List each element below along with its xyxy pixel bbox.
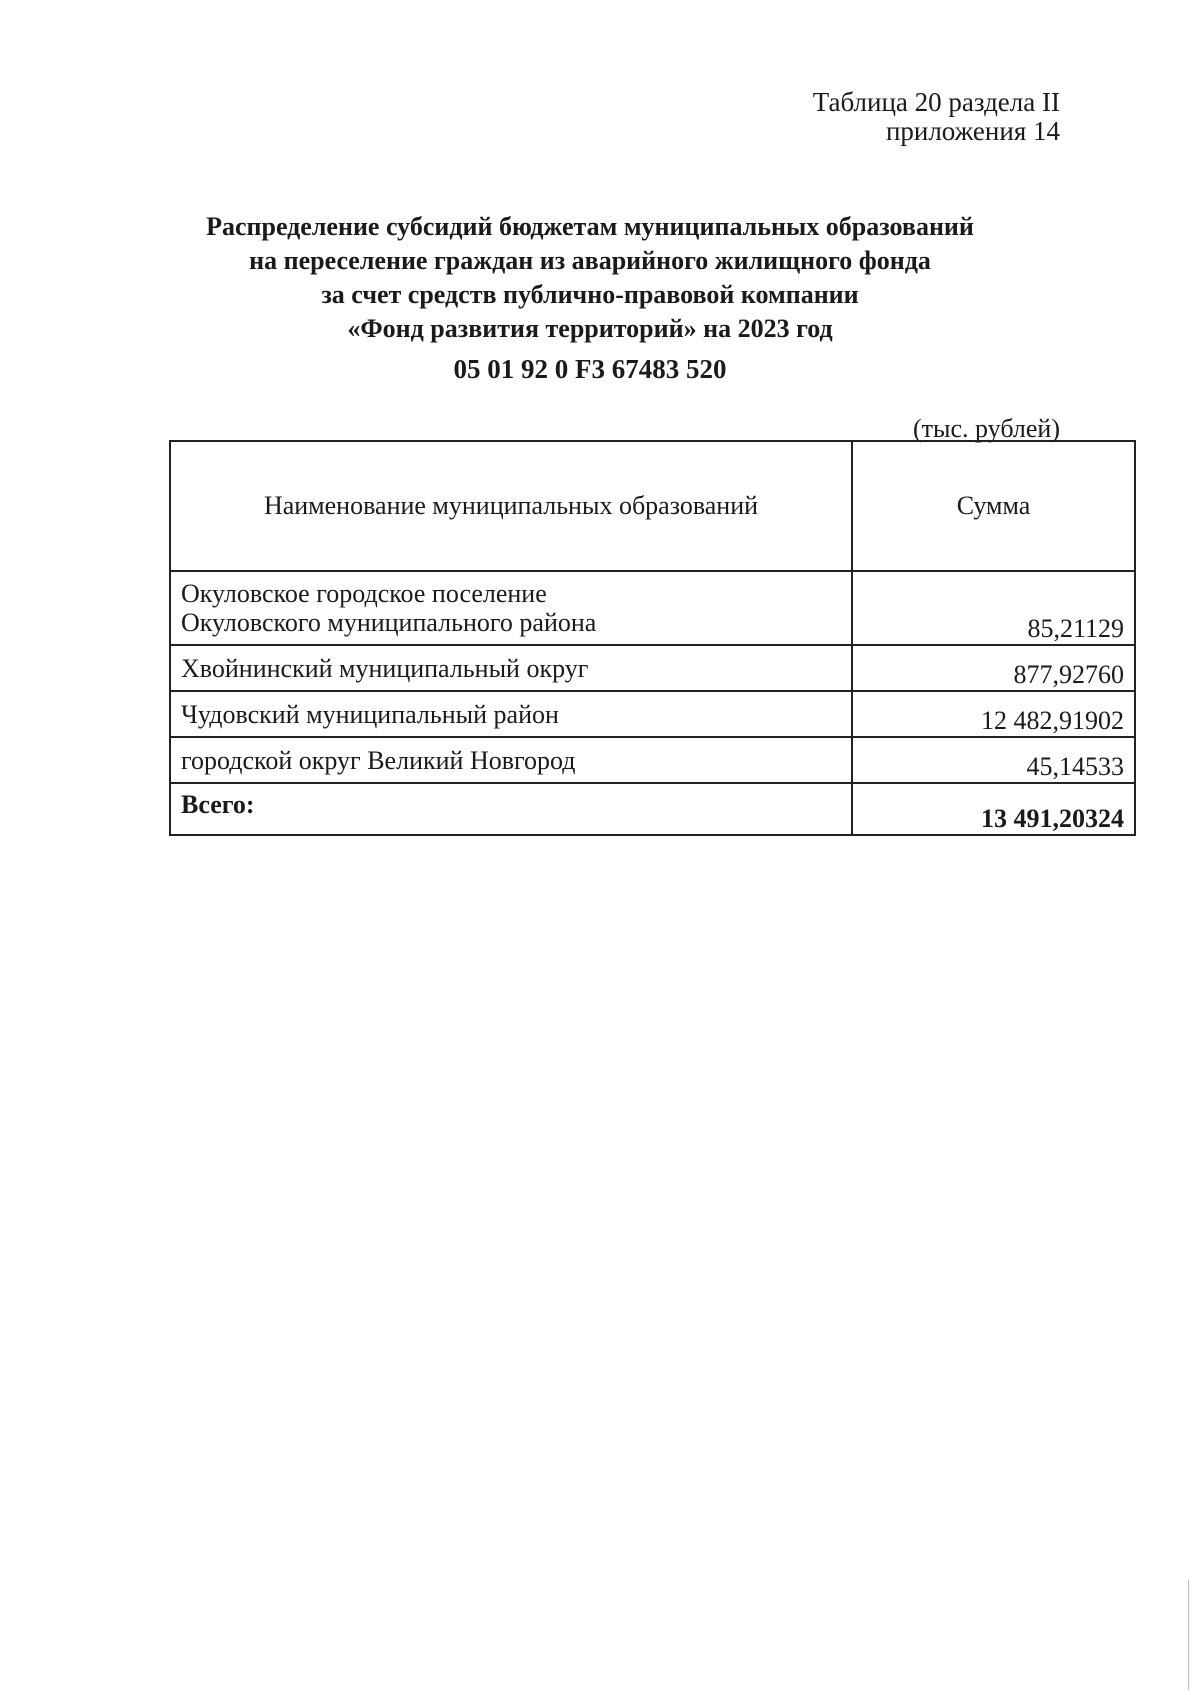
reference-line-1: Таблица 20 раздела II [812,87,1060,117]
header-sum: Сумма [852,441,1135,571]
table-row [170,691,1135,737]
title-line-3: за счет средств публично-правовой компании [321,280,859,309]
total-sum: 13 491,20324 [852,783,1135,835]
row-sum: 877,92760 [852,645,1135,691]
table-header-row [170,441,1135,571]
title-line-1: Распределение субсидий бюджетам муниципальных образований [206,212,974,241]
table-row [170,571,1135,645]
scan-margin-line [1188,1580,1189,1690]
row-name: Хвойнинский муниципальный округ [170,645,852,691]
title-line-2: на переселение граждан из аварийного жилищного фонда [249,246,931,275]
total-row [170,783,1135,835]
row-name-line-1: Окуловское городское поселение [181,579,547,608]
distribution-table [169,440,1136,836]
title-line-4: «Фонд развития территорий» на 2023 год [347,314,833,343]
reference-line-2: приложения 14 [885,116,1060,146]
row-sum: 12 482,91902 [852,691,1135,737]
document-title [140,210,1040,386]
budget-code: 05 01 92 0 F3 67483 520 [453,354,727,384]
table-row [170,645,1135,691]
row-sum: 45,14533 [852,737,1135,783]
header-name: Наименование муниципальных образований [170,441,852,571]
units-label: (тыс. рублей) [912,414,1060,443]
table-row [170,737,1135,783]
row-name: Чудовский муниципальный район [170,691,852,737]
row-name-line-2: Окуловского муниципального района [181,608,597,637]
row-name: городской округ Великий Новгород [170,737,852,783]
total-label: Всего: [170,783,852,835]
row-sum: 85,21129 [852,571,1135,645]
row-name [170,571,852,645]
table-reference [813,88,1060,146]
